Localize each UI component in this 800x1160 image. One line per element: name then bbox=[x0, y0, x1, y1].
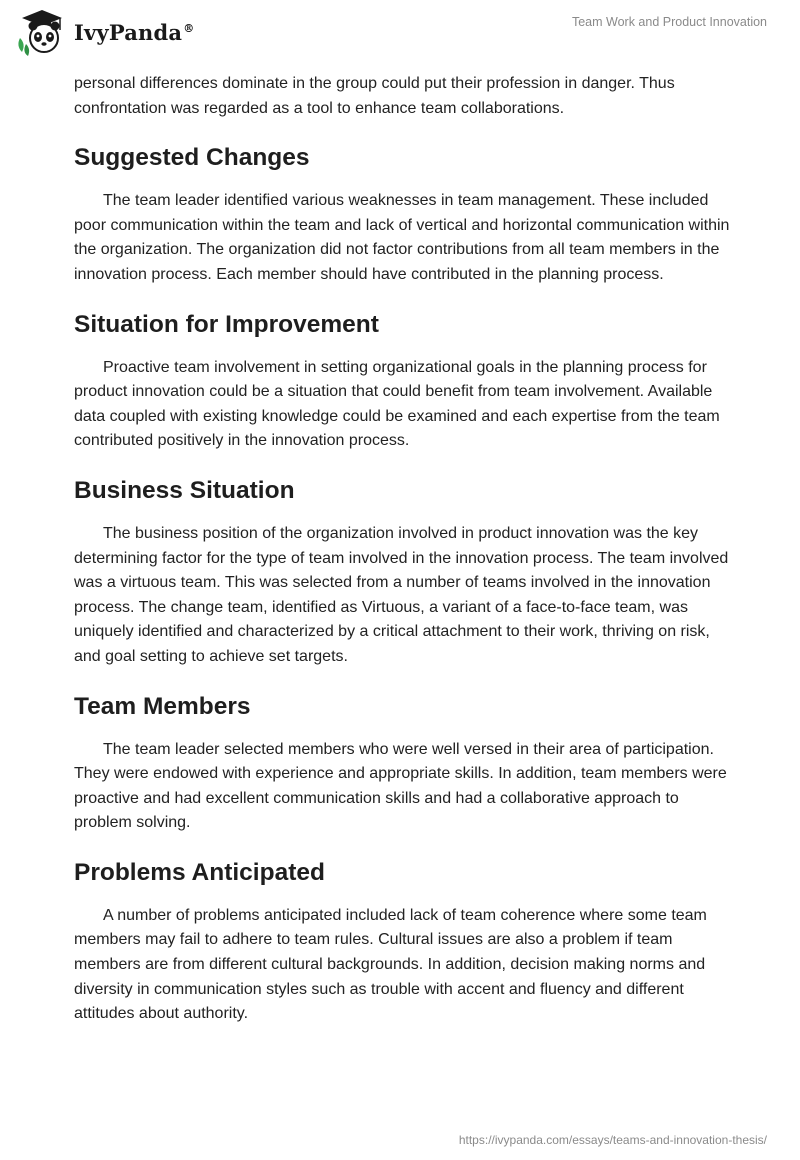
paragraph-team-members: The team leader selected members who were well versed in their area of participation. They were endowed with experience and appropriate skills. In addition, team members were proactive and had excellent communication skills and had a collaborative approach to problem solving. bbox=[74, 740, 727, 832]
paragraph-suggested-changes: The team leader identified various weaknesses in team management. These included poor communication within the team and lack of vertical and horizontal communication within the organization. The organization did not factor contributions from all team members in the innovation process. Each member should have contributed in the planning process. bbox=[74, 192, 730, 283]
paragraph-situation-for-improvement: Proactive team involvement in setting organizational goals in the planning process for product innovation could be a situation that could benefit from team involvement. Available data coupled with existing knowledge could be examined and each expertise from the team contributed positively in the innovation process. bbox=[74, 358, 720, 450]
heading-team-members: Team Members bbox=[74, 692, 251, 720]
document-title: Team Work and Product Innovation bbox=[571, 15, 767, 29]
paragraph-problems-anticipated: A number of problems anticipated included lack of team coherence where some team members may fail to adhere to team rules. Cultural issues are also a problem if team members are from different cultural backgrounds. In addition, decision making norms and diversity in communication styles such as trouble with accent and fluency and different attitudes about authority. bbox=[74, 906, 707, 1023]
heading-situation-for-improvement: Situation for Improvement bbox=[74, 310, 379, 338]
brand-name: IvyPanda® bbox=[74, 19, 195, 45]
heading-problems-anticipated: Problems Anticipated bbox=[74, 858, 325, 886]
page-header bbox=[0, 0, 800, 64]
heading-suggested-changes: Suggested Changes bbox=[74, 144, 310, 172]
intro-paragraph: personal differences dominate in the group could put their profession in danger. Thus confrontation was regarded as a tool to enhance team collaborations. bbox=[74, 75, 675, 117]
source-url[interactable]: https://ivypanda.com/essays/teams-and-innovation-thesis/ bbox=[458, 1133, 767, 1147]
heading-business-situation: Business Situation bbox=[74, 476, 295, 504]
essay-content bbox=[74, 72, 734, 1027]
paragraph-business-situation: The business position of the organization involved in product innovation was the key determining factor for the type of team involved in the innovation process. The team involved was a virtuous team. This was selected from a number of teams involved in the innovation process. The change team, identified as Virtuous, a variant of a face-to-face team, was uniquely identified and characterized by a critical attachment to their work, thriving on risk, and goal setting to achieve set targets. bbox=[74, 524, 729, 665]
brand-logo[interactable] bbox=[16, 8, 194, 56]
panda-logo-icon bbox=[16, 8, 68, 56]
